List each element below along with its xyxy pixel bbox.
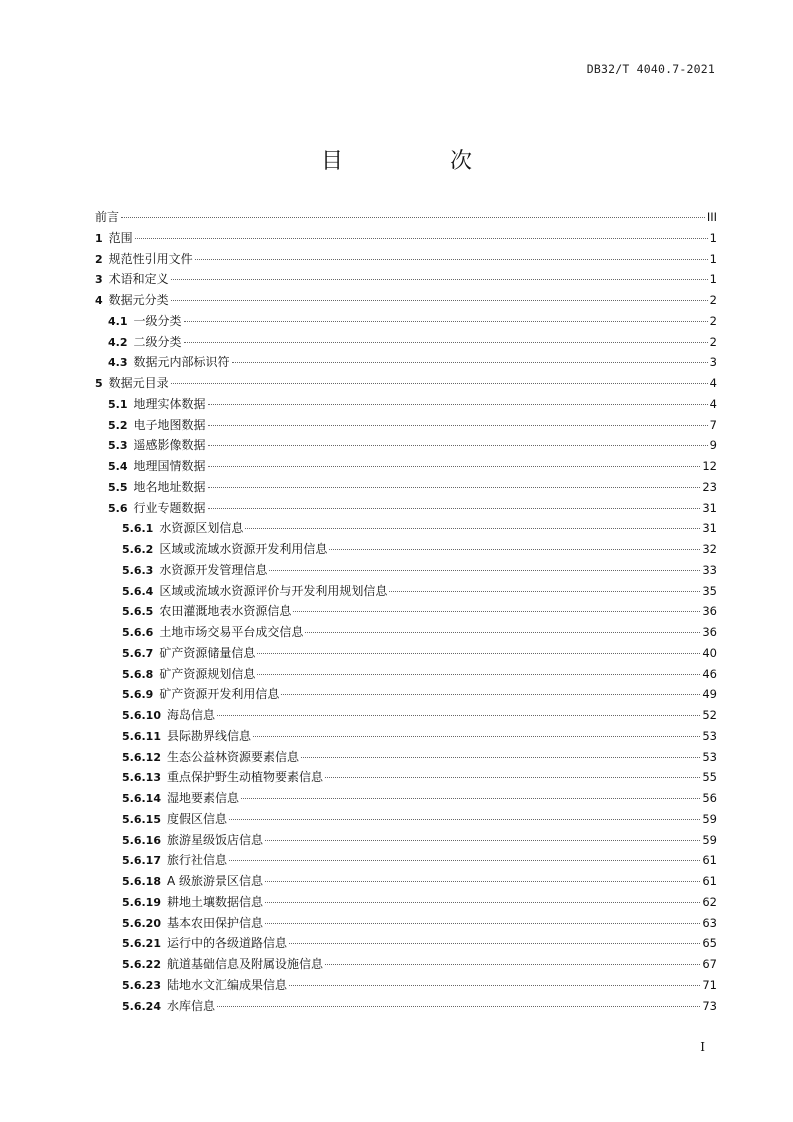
toc-entry-label: 区域或流域水资源开发利用信息: [159, 542, 328, 556]
toc-dot-leader: [305, 631, 700, 633]
toc-entry-number: 5.6.15: [122, 812, 161, 826]
toc-dot-leader: [229, 818, 700, 820]
toc-entry-number: 5.6.20: [122, 916, 161, 930]
toc-entry-label: 基本农田保护信息: [166, 915, 263, 930]
toc-entry[interactable]: [95, 290, 717, 311]
toc-entry[interactable]: [95, 477, 717, 498]
toc-dot-leader: [208, 444, 708, 446]
toc-entry-page: 73: [702, 998, 717, 1013]
toc-entry-label: 电子地图数据: [133, 417, 206, 432]
toc-entry[interactable]: [95, 747, 717, 768]
toc-entry-number: 5.3: [108, 439, 128, 453]
toc-entry-number: 5.6.6: [122, 626, 154, 639]
toc-dot-leader: [325, 776, 700, 778]
toc-entry-label: A 级旅游景区信息: [166, 874, 264, 888]
toc-entry[interactable]: [95, 809, 717, 830]
toc-entry-page: 59: [702, 832, 717, 847]
toc-entry-number: 5.6.9: [122, 688, 154, 702]
toc-dot-leader: [389, 590, 700, 592]
toc-dot-leader: [245, 527, 700, 529]
toc-dot-leader: [257, 673, 700, 675]
toc-dot-leader: [208, 424, 708, 426]
toc-entry-number: 5.6.8: [122, 667, 154, 681]
toc-entry-page: 63: [702, 915, 717, 930]
toc-entry-page: 23: [702, 479, 717, 494]
toc-entry[interactable]: [95, 830, 717, 851]
toc-entry-number: 5.6.3: [122, 563, 154, 577]
toc-entry-label: 水资源开发管理信息: [159, 562, 268, 577]
toc-dot-leader: [217, 1005, 700, 1007]
toc-dot-leader: [253, 735, 700, 737]
toc-entry-label: 地名地址数据: [133, 479, 206, 494]
toc-entry[interactable]: [95, 373, 717, 394]
toc-dot-leader: [281, 693, 700, 695]
toc-entry[interactable]: [95, 871, 717, 892]
toc-entry-page: 1: [709, 251, 717, 266]
toc-entry-page: 9: [709, 438, 717, 453]
toc-dot-leader: [293, 610, 700, 612]
toc-entry[interactable]: [95, 207, 717, 228]
toc-dot-leader: [241, 797, 700, 799]
toc-entry-number: 5.6.2: [122, 543, 154, 556]
toc-entry-page: 55: [702, 770, 717, 785]
toc-entry-page: 61: [702, 853, 717, 868]
toc-entry-number: 5.6.18: [122, 875, 161, 888]
toc-entry-number: 5.6.17: [122, 854, 161, 868]
page-title: 目 次: [321, 149, 522, 174]
toc-entry-page: 7: [709, 417, 717, 432]
toc-entry-number: 5.6.14: [122, 792, 161, 805]
toc-dot-leader: [171, 278, 708, 280]
toc-dot-leader: [135, 237, 708, 239]
toc-entry-page: 36: [702, 625, 717, 639]
toc-entry-label: 矿产资源开发利用信息: [159, 687, 280, 702]
toc-entry-number: 5.6.1: [122, 522, 154, 536]
toc-entry-label: 土地市场交易平台成交信息: [159, 625, 304, 639]
toc-entry-number: 5.6.11: [122, 729, 161, 743]
toc-entry-label: 运行中的各级道路信息: [166, 936, 287, 951]
toc-entry[interactable]: [95, 913, 717, 934]
toc-entry-label: 矿产资源规划信息: [159, 666, 256, 681]
toc-entry-number: 5.6.7: [122, 646, 154, 660]
toc-entry[interactable]: [95, 352, 717, 373]
toc-entry-page: 31: [702, 521, 717, 536]
toc-entry-label: 陆地水文汇编成果信息: [166, 977, 287, 992]
toc-entry[interactable]: [95, 249, 717, 270]
toc-entry[interactable]: [95, 643, 717, 664]
toc-entry-number: 5.6.24: [122, 999, 161, 1013]
toc-entry[interactable]: [95, 228, 717, 249]
toc-entry[interactable]: [95, 788, 717, 809]
toc-entry-page: 46: [702, 666, 717, 681]
toc-entry[interactable]: [95, 560, 717, 581]
toc-entry-label: 遥感影像数据: [133, 438, 206, 453]
toc-entry-page: 4: [709, 376, 717, 390]
toc-entry-number: 4.3: [108, 356, 128, 370]
toc-entry-label: 区域或流域水资源评价与开发利用规划信息: [159, 583, 388, 598]
toc-entry[interactable]: [95, 435, 717, 456]
toc-dot-leader: [184, 341, 708, 343]
table-of-contents: [95, 207, 717, 1016]
toc-entry[interactable]: [95, 539, 717, 560]
toc-dot-leader: [171, 299, 708, 301]
toc-entry-page: 61: [702, 874, 717, 888]
toc-entry-number: 5.6.13: [122, 771, 161, 785]
toc-entry-label: 航道基础信息及附属设施信息: [166, 957, 323, 971]
toc-entry-page: 4: [709, 396, 717, 411]
toc-entry-number: 5.6.19: [122, 895, 161, 909]
toc-entry-page: 2: [709, 313, 717, 328]
toc-dot-leader: [171, 382, 708, 384]
toc-entry[interactable]: [95, 850, 717, 871]
toc-entry-label: 二级分类: [133, 334, 182, 349]
toc-entry-page: 71: [702, 977, 717, 992]
toc-dot-leader: [265, 880, 700, 882]
toc-entry-page: 62: [702, 894, 717, 909]
toc-dot-leader: [232, 361, 708, 363]
toc-dot-leader: [208, 403, 708, 405]
toc-entry[interactable]: [95, 518, 717, 539]
toc-entry-page: 1: [709, 230, 717, 245]
toc-entry-page: 49: [702, 687, 717, 702]
toc-entry-number: 5.1: [108, 397, 128, 411]
toc-dot-leader: [265, 901, 700, 903]
toc-dot-leader: [257, 652, 700, 654]
toc-entry[interactable]: [95, 581, 717, 602]
toc-entry[interactable]: [95, 975, 717, 996]
toc-entry-page: 3: [709, 355, 717, 370]
toc-entry-number: 5.6: [108, 501, 128, 515]
toc-entry-number: 4.1: [108, 314, 128, 328]
toc-dot-leader: [289, 984, 700, 986]
toc-entry-page: 31: [702, 500, 717, 515]
toc-dot-leader: [265, 922, 700, 924]
toc-entry[interactable]: [95, 332, 717, 353]
toc-entry-label: 湿地要素信息: [166, 791, 239, 805]
toc-entry[interactable]: [95, 601, 717, 622]
toc-entry-label: 县际勘界线信息: [166, 728, 251, 743]
toc-entry-number: 3: [95, 273, 103, 287]
toc-entry-label: 水资源区划信息: [159, 521, 244, 536]
toc-entry[interactable]: [95, 456, 717, 477]
toc-entry-label: 农田灌溉地表水资源信息: [159, 604, 292, 619]
toc-entry-number: 5.6.22: [122, 958, 161, 971]
toc-entry[interactable]: [95, 415, 717, 436]
toc-entry-label: 矿产资源储量信息: [159, 645, 256, 660]
toc-entry-label: 数据元分类: [108, 293, 169, 307]
toc-dot-leader: [121, 216, 705, 218]
toc-dot-leader: [208, 486, 701, 488]
toc-entry-label: 旅游星级饭店信息: [166, 832, 263, 847]
toc-entry-label: 重点保护野生动植物要素信息: [166, 770, 323, 785]
toc-entry[interactable]: [95, 394, 717, 415]
toc-entry-page: 53: [702, 749, 717, 764]
toc-entry[interactable]: [95, 664, 717, 685]
toc-entry[interactable]: [95, 767, 717, 788]
toc-entry-page: 36: [702, 604, 717, 619]
toc-entry-page: 56: [702, 791, 717, 805]
toc-entry-label: 规范性引用文件: [108, 251, 193, 266]
toc-dot-leader: [195, 258, 708, 260]
toc-entry[interactable]: [95, 996, 717, 1017]
toc-entry-label: 海岛信息: [166, 708, 215, 722]
toc-entry-label: 前言: [95, 210, 120, 224]
toc-entry-number: 5.6.5: [122, 605, 154, 619]
toc-entry-number: 5.6.4: [122, 584, 154, 598]
toc-dot-leader: [208, 465, 701, 467]
toc-dot-leader: [217, 714, 700, 716]
toc-dot-leader: [325, 963, 700, 965]
toc-entry-label: 一级分类: [133, 313, 182, 328]
toc-entry[interactable]: [95, 954, 717, 975]
toc-entry-label: 术语和定义: [108, 272, 169, 287]
toc-entry-label: 数据元内部标识符: [133, 355, 230, 370]
toc-entry[interactable]: [95, 933, 717, 954]
toc-entry-label: 度假区信息: [166, 811, 227, 826]
toc-entry-number: 5.6.21: [122, 937, 161, 951]
toc-dot-leader: [208, 507, 701, 509]
toc-dot-leader: [301, 756, 700, 758]
toc-entry-page: 12: [702, 459, 717, 473]
toc-entry-number: 5.2: [108, 418, 128, 432]
toc-dot-leader: [184, 320, 708, 322]
toc-entry-page: 35: [702, 583, 717, 598]
page-number: I: [700, 1040, 705, 1054]
toc-entry-page: 33: [702, 562, 717, 577]
toc-entry-label: 范围: [108, 230, 133, 245]
toc-entry-label: 旅行社信息: [166, 853, 227, 868]
toc-dot-leader: [269, 569, 700, 571]
toc-entry-page: 52: [702, 708, 717, 722]
toc-entry-number: 1: [95, 231, 103, 245]
toc-entry-number: 5.6.10: [122, 709, 161, 722]
toc-entry-page: 2: [709, 293, 717, 307]
toc-entry-label: 地理国情数据: [133, 459, 206, 473]
toc-dot-leader: [265, 839, 700, 841]
toc-entry-page: 59: [702, 811, 717, 826]
toc-entry[interactable]: [95, 622, 717, 643]
toc-entry-page: 53: [702, 728, 717, 743]
toc-entry[interactable]: [95, 726, 717, 747]
toc-entry[interactable]: [95, 498, 717, 519]
toc-entry-number: 4: [95, 294, 103, 307]
toc-entry-page: 67: [702, 957, 717, 971]
toc-entry-number: 5.6.23: [122, 978, 161, 992]
toc-entry[interactable]: [95, 269, 717, 290]
toc-entry-number: 5.6.16: [122, 833, 161, 847]
toc-entry-page: 2: [709, 334, 717, 349]
toc-entry-number: 4.2: [108, 335, 128, 349]
toc-entry-label: 数据元目录: [108, 376, 169, 390]
toc-entry-number: 5.4: [108, 460, 128, 473]
toc-entry-label: 行业专题数据: [133, 500, 206, 515]
toc-dot-leader: [229, 859, 700, 861]
toc-entry[interactable]: [95, 892, 717, 913]
toc-entry[interactable]: [95, 705, 717, 726]
toc-dot-leader: [329, 548, 700, 550]
toc-entry-number: 2: [95, 252, 103, 266]
document-code: DB32/T 4040.7-2021: [586, 62, 715, 76]
toc-entry[interactable]: [95, 311, 717, 332]
toc-entry-page: III: [706, 210, 717, 224]
toc-entry-page: 65: [702, 936, 717, 951]
toc-entry-number: 5.5: [108, 480, 128, 494]
toc-dot-leader: [289, 942, 700, 944]
toc-entry-label: 耕地土壤数据信息: [166, 894, 263, 909]
toc-entry-label: 生态公益林资源要素信息: [166, 749, 299, 764]
toc-entry-number: 5.6.12: [122, 750, 161, 764]
toc-entry-label: 水库信息: [166, 998, 215, 1013]
toc-entry-label: 地理实体数据: [133, 396, 206, 411]
toc-entry-page: 32: [702, 542, 717, 556]
toc-entry-number: 5: [95, 377, 103, 390]
toc-entry-page: 1: [709, 272, 717, 287]
toc-entry-page: 40: [702, 645, 717, 660]
toc-entry[interactable]: [95, 684, 717, 705]
